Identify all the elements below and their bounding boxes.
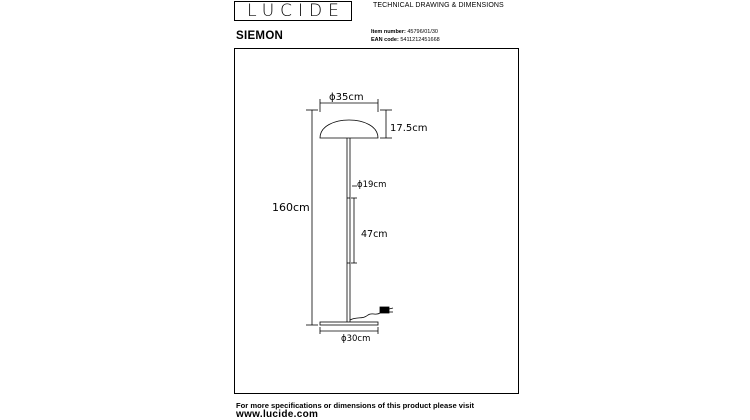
footer-note: For more specifications or dimensions of this product please visit bbox=[236, 401, 474, 410]
product-name: SIEMON bbox=[236, 30, 284, 42]
power-plug bbox=[380, 307, 389, 313]
base-diameter-label: ϕ30cm bbox=[341, 334, 371, 344]
power-cable bbox=[350, 313, 380, 320]
shade-diameter-label: ϕ35cm bbox=[329, 92, 364, 103]
lamp-base bbox=[320, 322, 378, 325]
ean-label: EAN code: bbox=[371, 37, 399, 43]
brand-logo: LUCIDE bbox=[234, 1, 352, 21]
footer-url-link[interactable]: www.lucide.com bbox=[236, 409, 319, 420]
shade-height-label: 17.5cm bbox=[390, 123, 428, 134]
total-height-label: 160cm bbox=[272, 201, 310, 214]
switch-segment-label: 47cm bbox=[361, 229, 388, 240]
pole-diameter-label: ϕ19cm bbox=[357, 180, 387, 190]
ean-value: 5411212451668 bbox=[400, 37, 440, 43]
item-number-label: Item number: bbox=[371, 29, 406, 35]
item-number-value: 45796/01/30 bbox=[407, 29, 438, 35]
lamp-shade bbox=[320, 120, 378, 138]
document-title: TECHNICAL DRAWING & DIMENSIONS bbox=[373, 2, 504, 9]
